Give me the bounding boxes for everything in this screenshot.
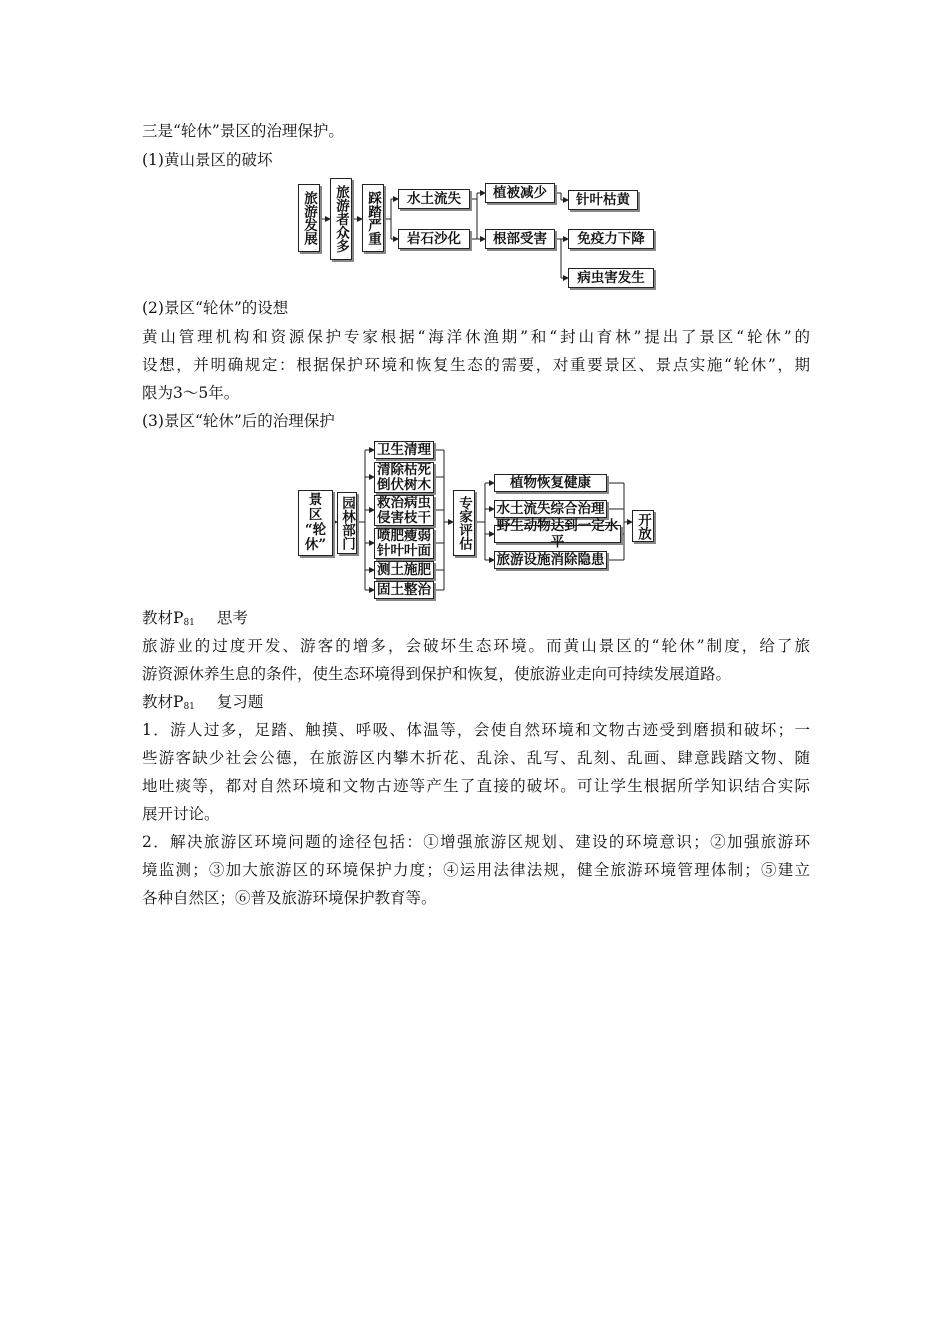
section2-line-3: 限为3～5年。	[142, 384, 240, 402]
think-line-2: 游资源休养生息的条件，使生态环境得到保护和恢复，使旅游业走向可持续发展道路。	[142, 665, 732, 683]
box-spray-fertilizer-line-1: 喷肥瘦弱	[377, 527, 431, 544]
section2-title: (2)景区“轮休”的设想	[142, 299, 289, 317]
box-tourism-development: 旅游发展	[298, 184, 320, 252]
intro-text: 三是“轮休”景区的治理保护。	[142, 122, 344, 140]
section1-title: (1)黄山景区的破坏	[142, 151, 273, 169]
think-page: 81	[183, 618, 195, 628]
box-soil-consolidation: 固土整治	[374, 581, 434, 599]
box-open: 开放	[632, 510, 654, 542]
review-page: 81	[183, 702, 195, 712]
think-line-1: 旅游业的过度开发、游客的增多，会破坏生态环境。而黄山景区的“轮休”制度，给了旅	[142, 637, 810, 655]
box-spray-fertilizer	[374, 528, 434, 559]
box-treat-pests-line-1: 救治病虫	[377, 494, 431, 511]
box-wildlife-level: 野生动物达到一定水平	[494, 525, 621, 543]
think-label: 教材P	[142, 609, 184, 627]
box-pests-occur: 病虫害发生	[568, 268, 654, 288]
box-treat-pests-line-2: 侵害枝干	[377, 509, 431, 526]
box-soil-erosion-control: 水土流失综合治理	[494, 500, 607, 518]
box-expert-evaluation: 专家评估	[453, 490, 475, 556]
q1-line-3: 地吐痰等，都对自然环境和文物古迹等产生了直接的破坏。可让学生根据所学知识结合实际	[142, 777, 810, 795]
q2-line-2: 境监测；③加大旅游区的环境保护力度；④运用法律法规，健全旅游环境管理体制；⑤建立	[142, 861, 810, 879]
box-remove-dead-trees	[374, 462, 434, 493]
box-remove-dead-trees-line-1: 清除枯死	[377, 461, 431, 478]
box-scenic-rotation-line-3: “轮	[304, 522, 327, 538]
box-scenic-rotation-line-1: 景	[308, 492, 323, 508]
box-needles-yellow: 针叶枯黄	[568, 190, 638, 210]
box-spray-fertilizer-line-2: 针叶叶面	[377, 542, 431, 559]
think-heading	[142, 608, 248, 633]
box-scenic-rotation	[298, 490, 333, 556]
box-vegetation-decrease: 植被减少	[485, 183, 555, 203]
box-many-tourists: 旅游者众多	[330, 178, 352, 260]
box-soil-test-fertilize: 测土施肥	[374, 561, 434, 579]
box-scenic-rotation-line-4: 休”	[304, 537, 327, 553]
q1-line-1: 1．游人过多，足踏、触摸、呼吸、体温等，会使自然环境和文物古迹受到磨损和破坏；一	[142, 721, 810, 739]
box-treat-pests	[374, 495, 434, 526]
review-title: 复习题	[216, 693, 264, 711]
think-title: 思考	[216, 609, 248, 627]
box-sanitation: 卫生清理	[374, 441, 434, 459]
section3-title: (3)景区“轮休”后的治理保护	[142, 412, 335, 430]
review-label: 教材P	[142, 693, 184, 711]
q2-line-1: 2．解决旅游区环境问题的途径包括：①增强旅游区规划、建设的环境意识；②加强旅游环	[142, 833, 810, 851]
box-remove-dead-trees-line-2: 倒伏树木	[377, 476, 431, 493]
box-severe-trampling: 踩踏严重	[362, 184, 384, 252]
q1-line-4: 展开讨论。	[142, 805, 220, 823]
box-garden-department: 园林部门	[337, 492, 357, 554]
box-plant-recovery: 植物恢复健康	[494, 474, 607, 492]
box-rock-desertification: 岩石沙化	[398, 229, 470, 249]
box-immunity-decline: 免疫力下降	[568, 229, 654, 249]
box-facility-hazards: 旅游设施消除隐患	[494, 551, 607, 569]
q1-line-2: 些游客缺少社会公德，在旅游区内攀木折花、乱涂、乱写、乱刻、乱画、肆意践踏文物、随	[142, 749, 810, 767]
review-heading	[142, 692, 263, 717]
box-soil-erosion: 水土流失	[398, 189, 470, 209]
section2-line-2: 设想，并明确规定：根据保护环境和恢复生态的需要，对重要景区、景点实施“轮休”，期	[142, 356, 810, 374]
box-root-damage: 根部受害	[485, 229, 555, 249]
q2-line-3: 各种自然区；⑥普及旅游环境保护教育等。	[142, 889, 437, 907]
box-scenic-rotation-line-2: 区	[308, 507, 323, 523]
section2-line-1: 黄山管理机构和资源保护专家根据“海洋休渔期”和“封山育林”提出了景区“轮休”的	[142, 328, 810, 346]
